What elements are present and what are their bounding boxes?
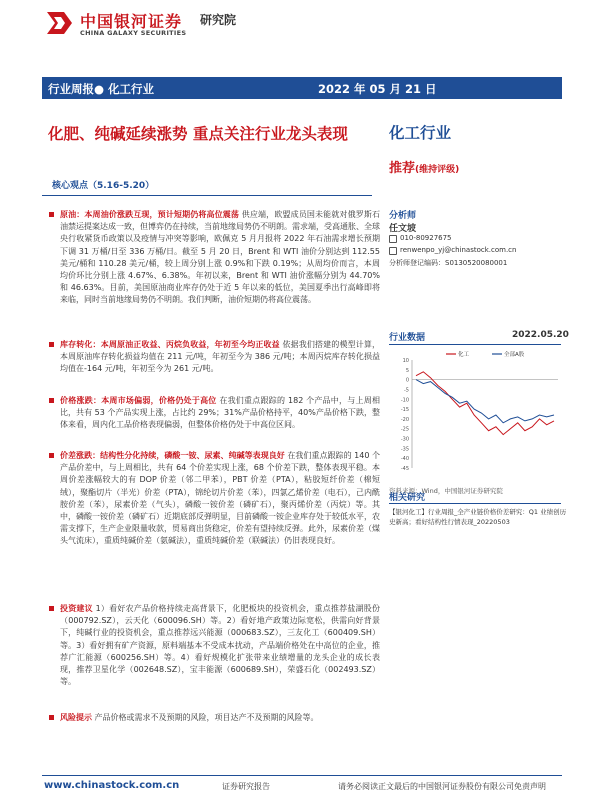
rating: 推荐(维持评级) [389, 161, 460, 176]
legend-label: 化工 [458, 352, 470, 358]
divider [42, 195, 372, 196]
footer-doc-type: 证券研究报告 [222, 782, 270, 791]
legend-label: 全部A股 [504, 352, 525, 358]
y-tick-label: 5 [405, 367, 409, 374]
paragraph-spread: 价差涨跌：结构性分化持续，磷酸一铵、尿素、纯碱等表现良好 在我们重点跟踪的 140 个产品价差中，与上周相比，共有 64 个价差实现上涨，68 个价差下跌，整体表现平稳。本周价差涨幅较大的有 DOP 价差（邻二甲苯），PBT 价差（PTA），粘胶短纤价差（棉短绒），聚酯切片（半光）价差（PTA），锦纶切片价差（苯），四氯乙烯价差（电石），己内酰胺价差（苯），尿素价差（气头），磷酸一铵价差（磷矿石），聚丙烯价差（丙烷）等。其中，磷酸一铵价差（磷矿石）近期底部反弹明显，目前磷酸一铵企业库存处于较低水平，农需支撑下，生产企业限量收款，贸易商出货稳定，价差有望持续反弹。此外，尿素价差（煤头气流床），重质纯碱价差（氨碱法），重质纯碱价差（联碱法）仍旧表现良好。 [60, 450, 380, 548]
paragraph-crude-oil: 原油：本周油价涨跌互现，预计短期仍将高位震荡 供应端，欧盟成员国未能就对俄罗斯石油禁运提案达成一致，但博弈仍在持续，当前地缘局势仍不明朗。需求端，受高通胀、全球央行收紧货币政策以及疫情与冲突等影响，欧佩克 5 月月报将 2022 年石油需求增长预期下调 31 万桶/日至 336 万桶/日。截至 5 月 20 日，Brent 和 WTI 油价分别达到 112.55 美元/桶和 110.28 美元/桶，较上周分别上涨 0.9%和下跌 0.19%；从周均价而言，本周均价环比分别上涨 4.67%、6.38%。年初以来，Brent 和 WTI 油价涨幅分别为 44.70%和 46.63%。目前，美国原油商业库存仍处于近 5 年以来的低位，美国夏季出行高峰即将来临，同时当前地缘局势仍不明朗。我们判断，油价短期仍将高位震荡。 [60, 209, 380, 307]
bullet-icon [49, 606, 54, 611]
paragraph-risk: 风险提示 产品价格或需求不及预期的风险，项目达产不及预期的风险等。 [60, 712, 380, 724]
analyst-name: 任文坡 [389, 224, 417, 234]
paragraph-inventory: 库存转化：本周原油正收益、丙烷负收益，年初至今均正收益 依据我们搭建的模型计算，本周原油库存转化损益均值在 211 元/吨，年初至今为 386 元/吨；本周丙烷库存转化损益均值在-164 元/吨，年初至今为 261 元/吨。 [60, 339, 380, 376]
report-date: 2022 年 05 月 21 日 [318, 82, 437, 96]
bullet-icon [49, 715, 54, 720]
brand-logo-icon [44, 10, 74, 36]
report-title: 化肥、纯碱延续涨势 重点关注行业龙头表现 [48, 125, 348, 143]
y-tick-label: -40 [400, 456, 409, 463]
analyst-heading: 分析师 [389, 211, 417, 221]
bullet-icon [49, 342, 54, 347]
bullet-icon [49, 212, 54, 217]
report-banner [42, 77, 562, 99]
brand-name-en: CHINA GALAXY SECURITIES [80, 29, 187, 37]
y-tick-label: -5 [404, 387, 409, 394]
report-type: 行业周报● 化工行业 [48, 82, 155, 96]
footer-disclaimer: 请务必阅读正文最后的中国银河证券股份有限公司免责声明 [338, 782, 546, 791]
series-line-chemical [416, 372, 554, 435]
y-tick-label: 10 [402, 358, 409, 364]
y-tick-label: 0 [405, 377, 409, 384]
brand-name: 中国银河证券 [80, 12, 183, 31]
y-tick-label: -25 [400, 426, 409, 433]
y-tick-label: -15 [400, 407, 409, 414]
y-tick-label: -30 [400, 436, 409, 443]
paragraph-investment: 投资建议 1）看好农产品价格持续走高背景下，化肥板块的投资机会，重点推荐盐湖股份（000792.SZ），云天化（600096.SH）等。2）看好地产政策边际宽松，供需向好背景下，纯碱行业的投资机会，重点推荐远兴能源（000683.SZ），三友化工（600409.SH）等。3）看好拥有矿产资源，原料端基本不受成本扰动，产品端价格处在中高位的企业，推荐广汇能源（600256.SH）等。4）看好规模化扩张带来业绩增量的龙头企业的成长表现，推荐卫星化学（002648.SZ），宝丰能源（600689.SH），荣盛石化（002493.SZ）等。 [60, 603, 380, 688]
analyst-email[interactable]: renwenpo_yj@chinastock.com.cn [400, 246, 517, 254]
email-icon [389, 247, 397, 255]
divider [389, 503, 561, 504]
chart-source: 资料来源：Wind，中国银河证券研究院 [389, 487, 503, 495]
footer-divider [42, 775, 562, 776]
paragraph-price: 价格涨跌：本周市场偏弱，价格仍处于高位 在我们重点跟踪的 182 个产品中，与上周相比，共有 53 个产品实现上涨，占比约 29%；31%产品价格持平，40%产品价格下跌，整体来看，周内化工品价格表现偏弱，但整体价格仍处于中高位区间。 [60, 395, 380, 432]
industry-data-heading: 行业数据 [389, 333, 426, 343]
industry-name: 化工行业 [389, 124, 452, 142]
bullet-icon [49, 453, 54, 458]
phone-icon [389, 235, 397, 243]
performance-line-chart [386, 348, 564, 476]
related-report-link[interactable]: 【银河化工】行业周报_全产业链价格价差研究：Q1 业绩创历史新高；看好结构性行情表现_20220503 [389, 508, 567, 526]
footer-url[interactable]: www.chinastock.com.cn [44, 780, 180, 791]
industry-data-date: 2022.05.20 [512, 330, 569, 340]
y-tick-label: -10 [400, 397, 409, 404]
y-tick-label: -45 [400, 466, 409, 472]
core-view-heading: 核心观点（5.16-5.20） [52, 181, 155, 191]
analyst-phone: 010-80927675 [400, 234, 452, 242]
bullet-icon [49, 398, 54, 403]
series-line-all-a-shares [416, 380, 554, 423]
institute-label: 研究院 [200, 13, 237, 27]
y-tick-label: -35 [400, 446, 409, 453]
y-tick-label: -20 [400, 416, 409, 423]
divider [389, 344, 561, 345]
analyst-cert: 分析师登记编码：S0130520080001 [389, 259, 508, 267]
related-heading: 相关研究 [389, 493, 426, 503]
